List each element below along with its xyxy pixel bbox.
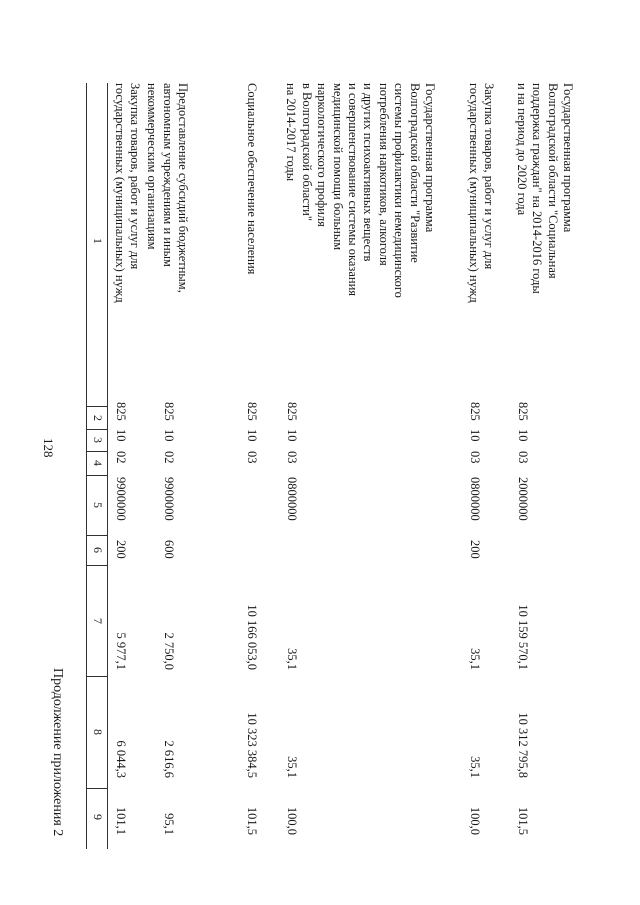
cell-c3: 10 <box>468 429 482 442</box>
header-top-line <box>107 83 108 849</box>
header-bottom-line <box>86 83 87 849</box>
cell-c9: 100,0 <box>468 806 482 835</box>
cell-c7: 10 159 570,1 <box>516 604 530 670</box>
cell-c3: 10 <box>285 429 299 442</box>
cell-c9: 100,0 <box>285 806 299 835</box>
cell-c5: 0800000 <box>468 477 482 521</box>
column-header-2: 2 <box>91 415 105 421</box>
cell-c3: 10 <box>162 429 176 442</box>
cell-c7: 35,1 <box>468 648 482 670</box>
cell-c8: 10 323 384,5 <box>245 712 259 778</box>
cell-c2: 825 <box>285 402 299 421</box>
cell-c6: 600 <box>162 540 176 559</box>
cell-c4: 03 <box>516 451 530 464</box>
cell-c7: 5 977,1 <box>114 632 128 670</box>
cell-c8: 35,1 <box>285 756 299 778</box>
row-name: Предоставление субсидий бюджетным, автономным учреждениям и иным некоммерческим организациям <box>145 83 190 293</box>
column-header-6: 6 <box>91 547 105 553</box>
cell-c9: 101,1 <box>114 806 128 835</box>
cell-c2: 825 <box>114 402 128 421</box>
cell-c3: 10 <box>114 429 128 442</box>
cell-c5: 9900000 <box>162 477 176 521</box>
column-header-1: 1 <box>91 238 105 244</box>
header-divider <box>87 676 108 677</box>
cell-c5: 0800000 <box>285 477 299 521</box>
cell-c8: 35,1 <box>468 756 482 778</box>
cell-c7: 10 166 053,0 <box>245 604 259 670</box>
header-divider <box>87 565 108 566</box>
cell-c8: 6 044,3 <box>114 740 128 778</box>
cell-c5: 9900000 <box>114 477 128 521</box>
cell-c9: 101,5 <box>516 806 530 835</box>
cell-c6: 200 <box>468 540 482 559</box>
cell-c2: 825 <box>468 402 482 421</box>
cell-c9: 95,1 <box>162 813 176 835</box>
cell-c8: 10 312 795,8 <box>516 712 530 778</box>
header-divider <box>87 788 108 789</box>
row-name: Государственная программа Волгоградской области "Развитие системы профилактики немедицинского потребления наркотиков, алкоголя и других психоактивных веществ и совершенствование системы оказания медицинской помощи больным наркологического профиля в Волгоградской области" на 2014-2017 годы <box>284 83 437 298</box>
cell-c8: 2 616,6 <box>162 740 176 778</box>
cell-c6: 200 <box>114 540 128 559</box>
cell-c3: 10 <box>516 429 530 442</box>
cell-c4: 02 <box>114 451 128 464</box>
column-header-4: 4 <box>91 460 105 466</box>
cell-c4: 03 <box>245 451 259 464</box>
cell-c4: 02 <box>162 451 176 464</box>
row-name: Закупка товаров, работ и услуг для государственных (муниципальных) нужд <box>466 83 496 303</box>
column-header-7: 7 <box>91 618 105 624</box>
cell-c7: 2 750,0 <box>162 632 176 670</box>
column-header-8: 8 <box>91 729 105 735</box>
cell-c2: 825 <box>162 402 176 421</box>
cell-c7: 35,1 <box>285 648 299 670</box>
continuation-title: Продолжение приложения 2 <box>50 668 65 837</box>
column-header-5: 5 <box>91 502 105 508</box>
cell-c4: 03 <box>468 451 482 464</box>
cell-c5: 2000000 <box>516 477 530 521</box>
row-name: Социальное обеспечение населения <box>245 83 259 275</box>
row-name: Государственная программа Волгоградской области "Социальная поддержка граждан" на 2014-2016 годы и на период до 2020 года <box>514 83 575 294</box>
column-header-3: 3 <box>91 437 105 443</box>
column-header-9: 9 <box>91 814 105 820</box>
cell-c2: 825 <box>245 402 259 421</box>
cell-c9: 101,5 <box>245 806 259 835</box>
cell-c2: 825 <box>516 402 530 421</box>
page-number: 128 <box>41 438 56 458</box>
cell-c4: 03 <box>285 451 299 464</box>
row-name: Закупка товаров, работ и услуг для государственных (муниципальных) нужд <box>112 83 142 303</box>
cell-c3: 10 <box>245 429 259 442</box>
